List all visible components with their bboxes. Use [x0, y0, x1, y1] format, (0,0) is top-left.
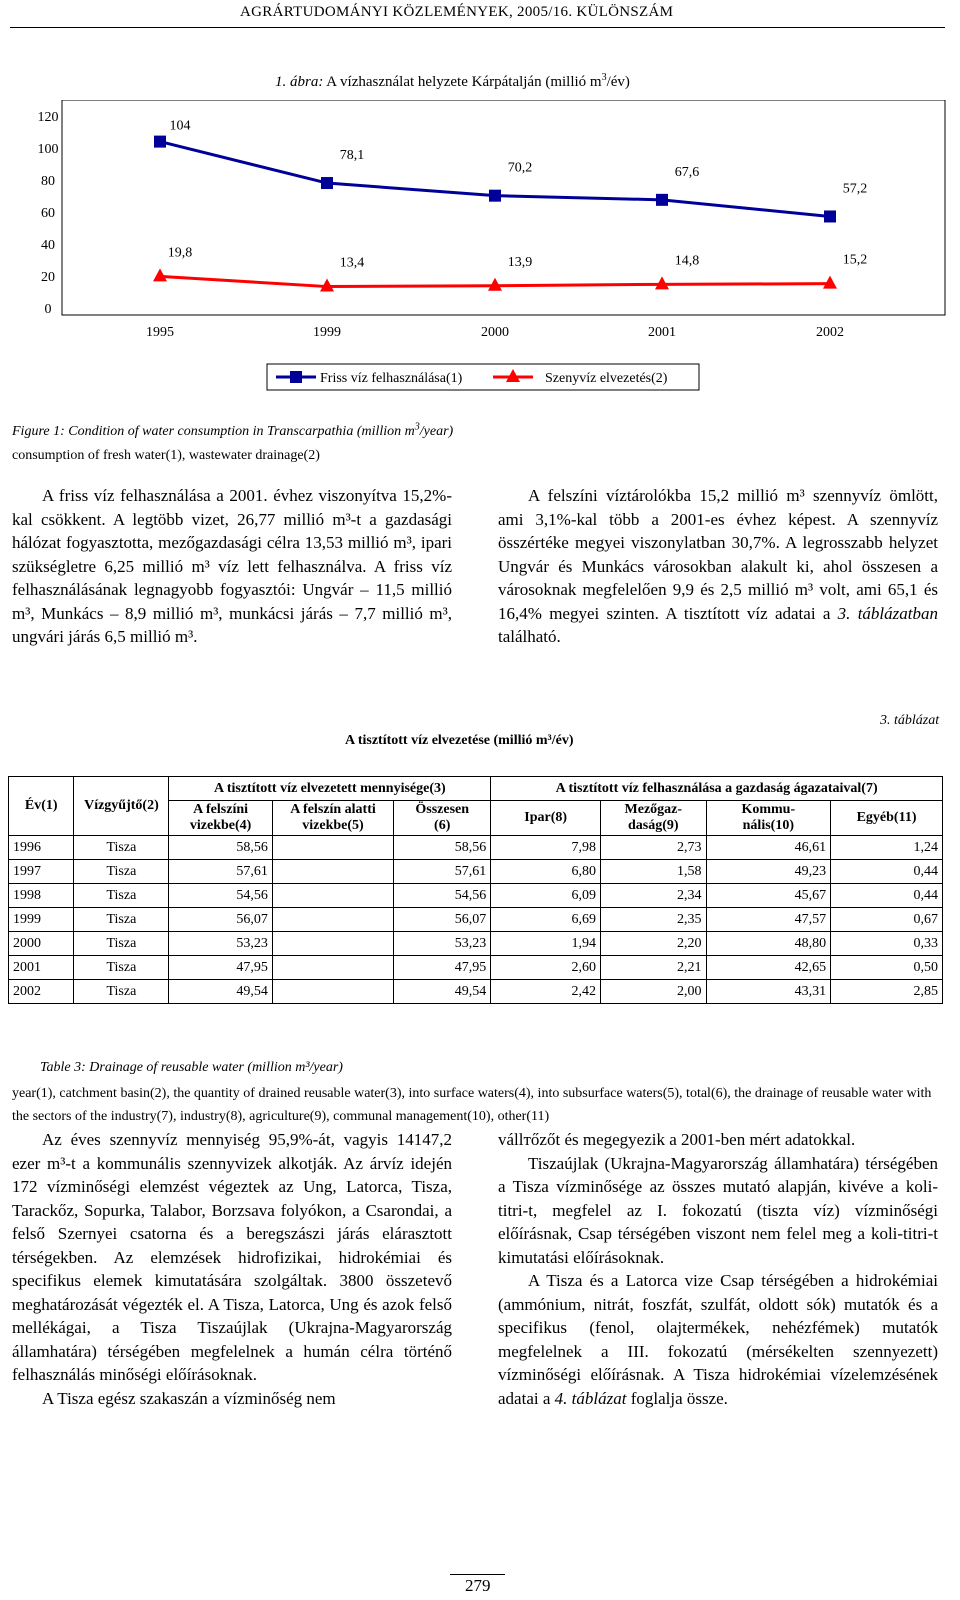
- table-cell: [272, 860, 393, 884]
- table-cell: 0,67: [831, 908, 943, 932]
- table-cell: 2000: [9, 932, 74, 956]
- right-col1-text-b: található.: [498, 627, 561, 646]
- left-col1-paragraph: A friss víz felhasználása a 2001. évhez viszonyítva 15,2%-kal csökkent. A legtöbb vizet, 26,77 millió m³-t a gazdasági hálózat fogyasztotta, mezőgazdasági célra 13,53 millió m³, ipari szükségletre 6,25 millió m³ víz lett felhasználva. A friss víz felhasználásának legnagyobb fogyasztói: Ungvár – 11,5 millió m³, Munkács – 8,9 millió m³, munkácsi járás – 7,7 millió m³, ungvári járás 6,5 millió m³.: [12, 486, 452, 646]
- table-cell: 2,42: [491, 980, 601, 1004]
- table-cell: 58,56: [394, 836, 491, 860]
- table-cell: Tisza: [74, 980, 169, 1004]
- table-cell: 0,44: [831, 884, 943, 908]
- figure-title-main: A vízhasználat helyzete Kárpátalján (millió m: [326, 74, 602, 90]
- th-group-sectors: A tisztított víz felhasználása a gazdaság ágazataival(7): [491, 777, 943, 801]
- th-year: Év(1): [9, 777, 74, 836]
- table-cell: [272, 980, 393, 1004]
- table-cell: Tisza: [74, 932, 169, 956]
- table-caption-en: Table 3: Drainage of reusable water (million m³/year): [40, 1060, 343, 1075]
- th-group-drained: A tisztított víz elvezetett mennyisége(3): [169, 777, 491, 801]
- right-column-1: [498, 484, 938, 649]
- table-cell: Tisza: [74, 860, 169, 884]
- table-cell: 7,98: [491, 836, 601, 860]
- th-total-b: (6): [434, 818, 451, 833]
- table-title: A tisztított víz elvezetése (millió m³/év): [345, 733, 574, 748]
- table4-reference: 4. táblázat: [554, 1388, 627, 1408]
- table-cell: 1999: [9, 908, 74, 932]
- y-tick-label: 100: [37, 142, 59, 157]
- figure-caption-en-b: /year): [419, 424, 454, 439]
- table-cell: 1,58: [601, 860, 707, 884]
- y-tick-label: 80: [41, 174, 55, 189]
- table-cell: 2,35: [601, 908, 707, 932]
- right-col1-text-a: A felszíni víztárolókba 15,2 millió m³ szennyvíz ömlött, ami 3,1%-kal több a 2001-es évhez képest. A szennyvíz összértéke megyei viszonylatban 30,7%. A legrosszabb helyzet Ungvár és Munkács városokban alakult ki, ahol összesen a városoknak megfelelően 9,9 és 2,5 millió m³ volt, ami 65,1 és 16,4% megyei szinten. A tisztított víz adatai a: [498, 486, 938, 623]
- table-cell: 47,95: [169, 956, 272, 980]
- table-reference: 3. táblázatban: [837, 603, 938, 623]
- legend-marker-square: [290, 371, 302, 383]
- table-caption-en-sub: year(1), catchment basin(2), the quantity of drained reusable water(3), into surface waters(4), into subsurface waters(5), total(6), the drainage of reusable water with the sectors of the industry(7), industry(8), agriculture(9), communal management(10), other(11): [12, 1086, 932, 1124]
- table-cell: Tisza: [74, 836, 169, 860]
- table-cell: [272, 836, 393, 860]
- th-total-a: Összesen: [415, 802, 470, 817]
- table-row: [9, 980, 943, 1004]
- table-row: [9, 956, 943, 980]
- page-number: 279: [465, 1576, 491, 1595]
- header-rule: [10, 27, 945, 28]
- th-surface-a: A felszíni: [193, 802, 249, 817]
- table-cell: 1996: [9, 836, 74, 860]
- y-tick-label: 120: [37, 110, 59, 125]
- table-cell: 1,94: [491, 932, 601, 956]
- y-tick-label: 40: [41, 238, 55, 253]
- data-point-square: [154, 136, 166, 148]
- table-cell: 6,80: [491, 860, 601, 884]
- th-total: [394, 801, 491, 836]
- table-cell: 56,07: [169, 908, 272, 932]
- table-cell: 42,65: [706, 956, 831, 980]
- table-cell: 47,95: [394, 956, 491, 980]
- table-header-row-1: [9, 777, 943, 801]
- data-label: 104: [169, 118, 191, 134]
- left-col2-paragraph-1: Az éves szennyvíz mennyiség 95,9%-át, vagyis 14147,2 ezer m³-t a kommunális szennyvizek alkotják. Az árvíz idején 172 vízminőségi elemzést végeztek az Ung, Latorca, Tisza, Tarackőz, Sopurka, Talabor, Borzsava folyókon, a Csarondai, a felső Szernyei csatorna és a beregszászi járás elárasztott térségekben. Az elemzések hidrofizikai, hidrokémiai és specifikus elemek kimutatására szolgáltak. 3800 összetevő meghatározását végezték el. A Tisza, Latorca, Ung és azok felső mellékágai, a Tisza Tiszaújlak (Ukrajna-Magyarország államhatára) térségében megfelelnek a humán célra történő felhasználás minőségi előírásoknak.: [12, 1130, 452, 1384]
- table-cell: 2,00: [601, 980, 707, 1004]
- data-table: [8, 776, 943, 1004]
- table-cell: [272, 908, 393, 932]
- table-cell: 2001: [9, 956, 74, 980]
- x-tick-label: 2000: [481, 325, 509, 340]
- th-basin: Vízgyűjtő(2): [74, 777, 169, 836]
- table-cell: [272, 956, 393, 980]
- th-sub-a: A felszín alatti: [290, 802, 376, 817]
- table-cell: 57,61: [169, 860, 272, 884]
- legend-label: Friss víz felhasználása(1): [320, 371, 463, 386]
- data-point-square: [321, 177, 333, 189]
- figure-title-sup: 3: [601, 72, 607, 83]
- table-cell: 6,09: [491, 884, 601, 908]
- x-tick-label: 2001: [648, 325, 676, 340]
- table-cell: Tisza: [74, 908, 169, 932]
- table-row: [9, 836, 943, 860]
- figure-caption-en-sup: 3: [414, 421, 420, 433]
- table-cell: 2,21: [601, 956, 707, 980]
- data-label: 19,8: [167, 245, 193, 261]
- data-label: 13,4: [339, 255, 365, 271]
- page-number-rule: [450, 1574, 505, 1575]
- y-tick-label: 20: [41, 270, 55, 285]
- left-col2-paragraph-2: A Tisza egész szakaszán a vízminőség nem: [42, 1388, 336, 1408]
- table-cell: 58,56: [169, 836, 272, 860]
- data-label: 78,1: [339, 148, 365, 164]
- x-tick-label: 1999: [313, 325, 341, 340]
- th-agr-b: daság(9): [628, 818, 679, 833]
- table-cell: 57,61: [394, 860, 491, 884]
- table-cell: 45,67: [706, 884, 831, 908]
- figure-title-prefix: 1. ábra:: [275, 74, 324, 90]
- table-cell: 53,23: [394, 932, 491, 956]
- right-col2-paragraph-1: Tiszaújlak (Ukrajna-Magyarország államhatára) térségében a Tisza vízminősége az összes mutató alapján, kivéve a koli-titri-t, megfelel az I. fokozatú (tiszta víz) vízminőségi előírásnak, Csap térségében viszont nem felel meg a koli-titri-t kimutatási előírásoknak.: [498, 1153, 938, 1267]
- y-tick-label: 60: [41, 206, 55, 221]
- th-subsurface: [272, 801, 393, 836]
- table-cell: 2002: [9, 980, 74, 1004]
- journal-header: AGRÁRTUDOMÁNYI KÖZLEMÉNYEK, 2005/16. KÜLÖNSZÁM: [240, 4, 674, 20]
- table-cell: 0,44: [831, 860, 943, 884]
- table-cell: Tisza: [74, 884, 169, 908]
- figure-title-suffix: /év): [606, 74, 630, 90]
- table-cell: 46,61: [706, 836, 831, 860]
- table-cell: 0,50: [831, 956, 943, 980]
- th-com-b: nális(10): [742, 818, 794, 833]
- table-cell: 53,23: [169, 932, 272, 956]
- data-point-square: [656, 194, 668, 206]
- th-surface: [169, 801, 272, 836]
- table-cell: 54,56: [169, 884, 272, 908]
- table-cell: 49,54: [394, 980, 491, 1004]
- data-label: 57,2: [842, 181, 868, 197]
- table-cell: 2,34: [601, 884, 707, 908]
- table-cell: 54,56: [394, 884, 491, 908]
- th-industry: Ipar(8): [491, 801, 601, 836]
- figure-caption-en: [12, 421, 454, 440]
- th-com-a: Kommu-: [741, 802, 796, 817]
- right-column-2: [498, 1128, 938, 1410]
- table-number: 3. táblázat: [880, 713, 940, 728]
- data-point-triangle: [153, 268, 167, 281]
- table-cell: 2,73: [601, 836, 707, 860]
- th-agriculture: [601, 801, 707, 836]
- th-surface-b: vizekbe(4): [189, 818, 252, 833]
- table-cell: 2,20: [601, 932, 707, 956]
- right-col2-paragraph-2: [498, 1269, 938, 1410]
- table-cell: 49,54: [169, 980, 272, 1004]
- data-label: 14,8: [674, 253, 700, 269]
- figure-title: [275, 74, 630, 91]
- data-label: 70,2: [507, 160, 533, 176]
- figure-caption-en-sub: consumption of fresh water(1), wastewater drainage(2): [12, 448, 320, 463]
- table-cell: 48,80: [706, 932, 831, 956]
- table-cell: [272, 932, 393, 956]
- left-column-1: [12, 484, 452, 649]
- right-col2-text-a: A Tisza és a Latorca vize Csap térségében a hidrokémiai (ammónium, nitrát, foszfát, szulfát, oldott sók) mutatók és a specifikus (fenol, olajtermékek, nehézfémek) mutatók megfelelnek a III. fokozatú (mérsékelten szennyezett) vízminőségi előírásnak. A Tisza hidrokémiai vízelemzésének adatai a: [498, 1271, 938, 1408]
- water-use-line-chart: [0, 100, 960, 400]
- th-sub-b: vizekbe(5): [302, 818, 364, 833]
- table-body: [9, 836, 943, 1004]
- data-point-square: [824, 210, 836, 222]
- legend-label: Szenyvíz elvezetés(2): [545, 371, 668, 386]
- th-agr-a: Mezőgaz-: [624, 802, 683, 817]
- table-cell: 6,69: [491, 908, 601, 932]
- data-label: 67,6: [674, 164, 700, 180]
- y-tick-label: 0: [44, 302, 52, 317]
- data-point-square: [489, 190, 501, 202]
- th-other: Egyéb(11): [831, 801, 943, 836]
- figure-caption-en-a: Figure 1: Condition of water consumption in Transcarpathia (million m: [12, 424, 415, 439]
- table-cell: 49,23: [706, 860, 831, 884]
- table-row: [9, 908, 943, 932]
- table-cell: 1998: [9, 884, 74, 908]
- table-row: [9, 932, 943, 956]
- right-col2-paragraph-0: vállтőzőt és megegyezik a 2001-ben mért adatokkal.: [498, 1130, 856, 1149]
- table-cell: 2,60: [491, 956, 601, 980]
- data-label: 15,2: [842, 252, 868, 268]
- table-cell: 47,57: [706, 908, 831, 932]
- table-row: [9, 860, 943, 884]
- table-cell: 56,07: [394, 908, 491, 932]
- right-col2-text-b: foglalja össze.: [626, 1388, 728, 1408]
- table-cell: 43,31: [706, 980, 831, 1004]
- table-cell: Tisza: [74, 956, 169, 980]
- table-row: [9, 884, 943, 908]
- x-tick-label: 1995: [146, 325, 174, 340]
- table-cell: 1,24: [831, 836, 943, 860]
- th-communal: [706, 801, 831, 836]
- data-point-triangle: [823, 276, 837, 289]
- data-label: 13,9: [507, 254, 533, 270]
- table-cell: 0,33: [831, 932, 943, 956]
- table-cell: 1997: [9, 860, 74, 884]
- table-cell: 2,85: [831, 980, 943, 1004]
- x-tick-label: 2002: [816, 325, 844, 340]
- right-col1-paragraph: [498, 484, 938, 649]
- series-line: [160, 142, 830, 217]
- left-column-2: [12, 1128, 452, 1410]
- table-cell: [272, 884, 393, 908]
